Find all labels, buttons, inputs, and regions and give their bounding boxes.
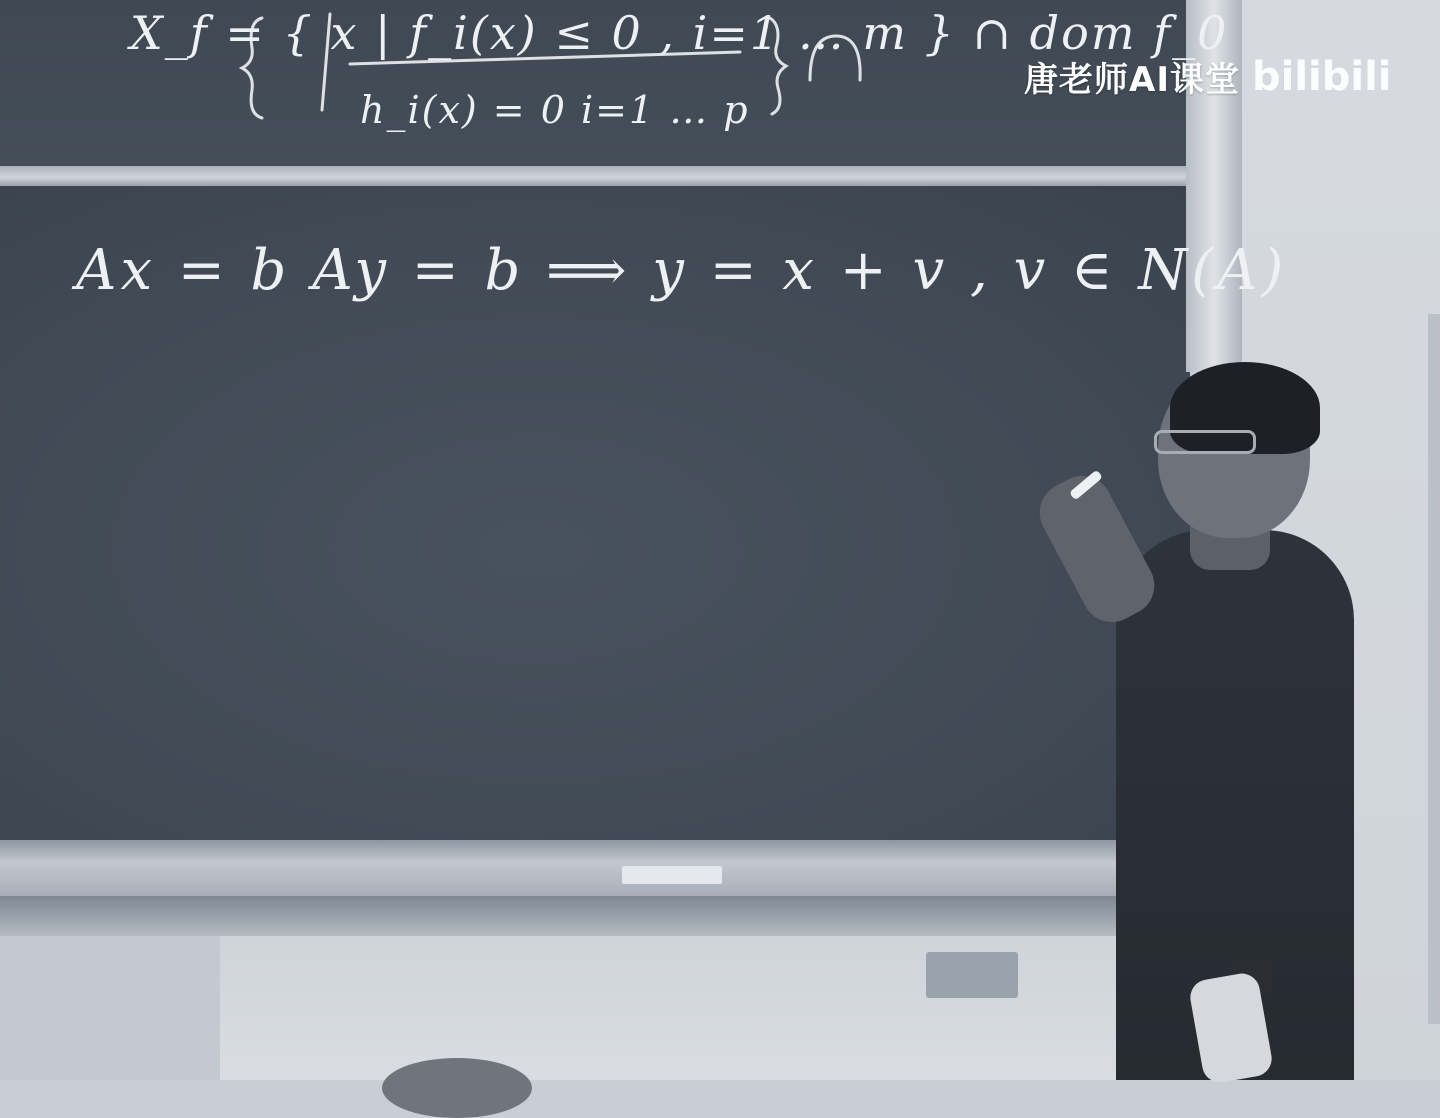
null-space-equation: Ax = b Ay = b ⟹ y = x + v , v ∈ N(A) (76, 238, 1288, 303)
feasible-set-line-2: h_i(x) = 0 i=1 … p (360, 88, 750, 132)
feasible-set-line-1: X_f = { x | f_i(x) ≤ 0 , i=1 … m } ∩ dom f_0 (130, 6, 1229, 60)
audience-member-head (382, 1058, 532, 1118)
channel-name: 唐老师AI课堂 (1024, 60, 1240, 100)
bilibili-logo-icon: bilibili (1251, 53, 1392, 100)
channel-watermark (1024, 52, 1392, 101)
glasses-icon (1154, 430, 1256, 454)
